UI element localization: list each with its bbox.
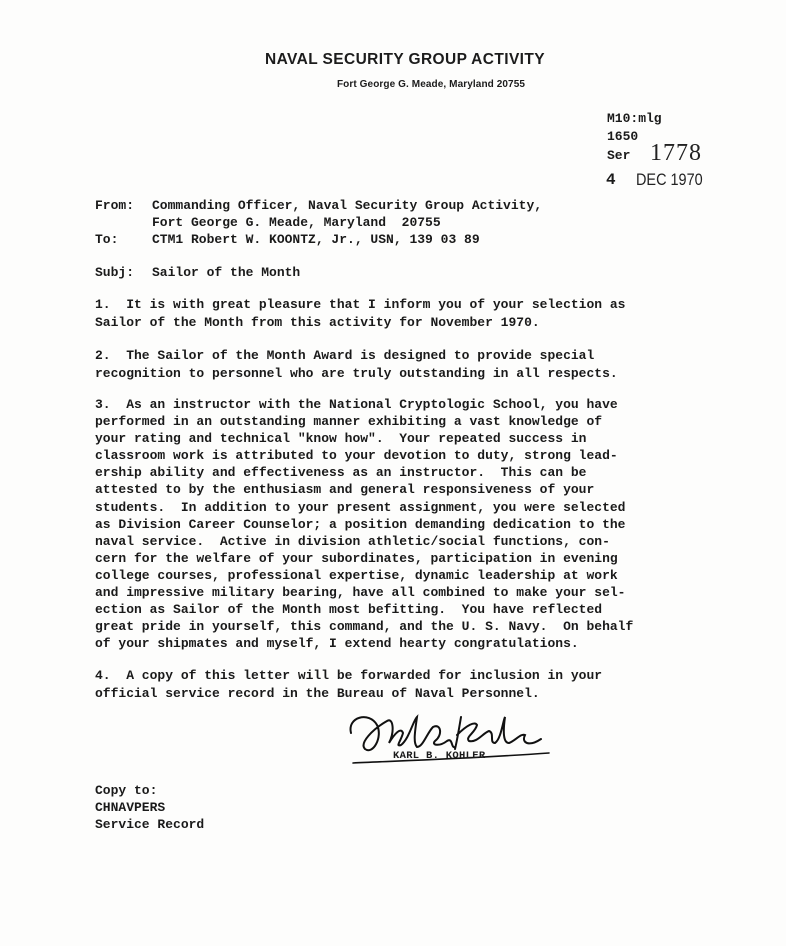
letterhead-address: Fort George G. Meade, Maryland 20755 bbox=[336, 79, 526, 90]
to-value: CTM1 Robert W. KOONTZ, Jr., USN, 139 03 89 bbox=[152, 232, 480, 247]
copy-to-item: CHNAVPERS bbox=[95, 800, 166, 815]
from-line-1: Commanding Officer, Naval Security Group Activity, bbox=[152, 198, 543, 213]
copy-to-label: Copy to: bbox=[95, 783, 158, 798]
signatory-name: KARL B. KOHLER bbox=[393, 750, 486, 762]
serial-label: Ser bbox=[607, 148, 631, 163]
from-label: From: bbox=[95, 198, 135, 213]
copy-to-item: Service Record bbox=[95, 817, 205, 832]
subject-label: Subj: bbox=[95, 265, 135, 280]
date-stamp: DEC 1970 bbox=[636, 170, 703, 189]
to-label: To: bbox=[95, 232, 119, 247]
subject-value: Sailor of the Month bbox=[152, 265, 301, 280]
from-line-2: Fort George G. Meade, Maryland 20755 bbox=[152, 215, 441, 230]
date-day: 4 bbox=[606, 171, 616, 189]
letterhead-title: NAVAL SECURITY GROUP ACTIVITY bbox=[264, 51, 545, 68]
paragraph-1: 1. It is with great pleasure that I inform you of your selection as Sailor of the Month from this activity for November 1970. bbox=[95, 297, 626, 330]
reference-number: 1650 bbox=[607, 129, 639, 144]
paragraph-2: 2. The Sailor of the Month Award is designed to provide special recognition to personnel who are truly outstanding in all respects. bbox=[95, 348, 618, 381]
reference-code: M10:mlg bbox=[607, 111, 662, 126]
paragraph-4: 4. A copy of this letter will be forwarded for inclusion in your official service record in the Bureau of Naval Personnel. bbox=[95, 668, 603, 701]
serial-number-stamp: 1778 bbox=[650, 140, 702, 166]
paragraph-3: 3. As an instructor with the National Cryptologic School, you have performed in an outstanding manner exhibiting a vast knowledge of your rating and technical "know how". Your repeated success in classroom work is attributed to your devotion to duty, strong lead- ership ability and effectiveness as an instructor. This can be attested to by the enthusiasm and general responsiveness of your students. In addition to your present assignment, you were selected as Division Career Counselor; a position demanding dedication to the naval service. Active in division athletic/social functions, con- cern for the welfare of your subordinates, participation in evening college courses, professional expertise, dynamic leadership at work and impressive military bearing, have all combined to make your sel- ection as Sailor of the Month most befitting. You have reflected great pride in yourself, this command, and the U. S. Navy. On behalf of your shipmates and myself, I extend hearty congratulations. bbox=[95, 397, 634, 652]
